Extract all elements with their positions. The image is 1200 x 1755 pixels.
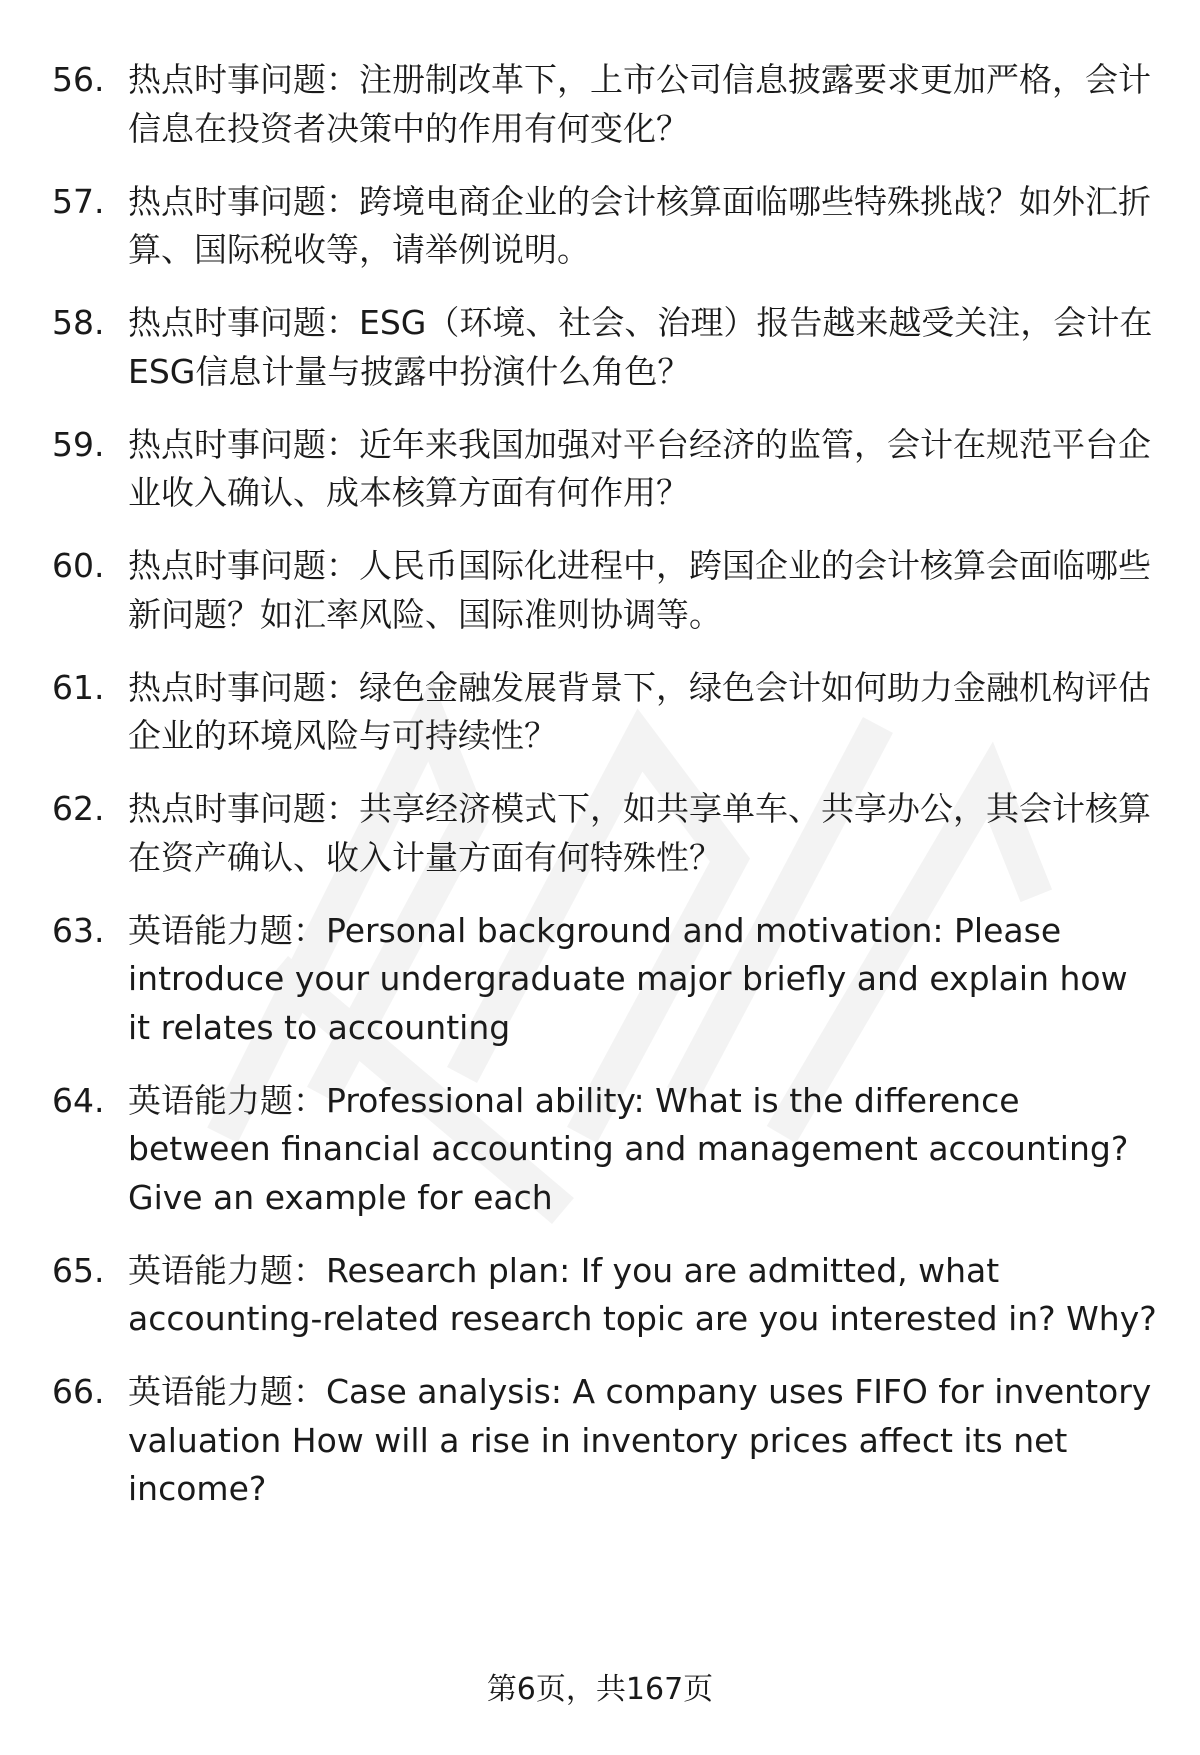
- question-item: [52, 907, 1160, 1053]
- question-number: 64.: [52, 1080, 105, 1120]
- question-item: [52, 299, 1160, 396]
- question-text: 热点时事问题：ESG（环境、社会、治理）报告越来越受关注，会计在ESG信息计量与披露中扮演什么角色？: [128, 303, 1153, 391]
- question-text: 英语能力题：Research plan: If you are admitted, what accounting-related research topic are you interested in? Why?: [128, 1250, 1157, 1338]
- question-text: 热点时事问题：共享经济模式下，如共享单车、共享办公，其会计核算在资产确认、收入计量方面有何特殊性？: [128, 789, 1151, 877]
- question-text: 热点时事问题：近年来我国加强对平台经济的监管，会计在规范平台企业收入确认、成本核算方面有何作用？: [128, 424, 1151, 512]
- question-number: 57.: [52, 181, 105, 221]
- question-item: [52, 178, 1160, 275]
- question-list: [52, 56, 1160, 1538]
- question-number: 63.: [52, 910, 105, 950]
- question-text: 热点时事问题：绿色金融发展背景下，绿色会计如何助力金融机构评估企业的环境风险与可持续性？: [128, 667, 1151, 755]
- question-text: 热点时事问题：人民币国际化进程中，跨国企业的会计核算会面临哪些新问题？如汇率风险、国际准则协调等。: [128, 546, 1151, 634]
- question-number: 58.: [52, 303, 105, 342]
- question-text: 英语能力题：Professional ability: What is the difference between financial accounting and management accounting? Give an example for each: [128, 1080, 1129, 1217]
- question-item: [52, 56, 1160, 153]
- question-text: 热点时事问题：注册制改革下，上市公司信息披露要求更加严格，会计信息在投资者决策中的作用有何变化？: [128, 60, 1151, 148]
- question-item: [52, 421, 1160, 518]
- question-number: 60.: [52, 546, 105, 585]
- question-number: 56.: [52, 60, 105, 99]
- question-text: 热点时事问题：跨境电商企业的会计核算面临哪些特殊挑战？如外汇折算、国际税收等，请举例说明。: [128, 181, 1151, 269]
- question-item: [52, 664, 1160, 761]
- question-number: 61.: [52, 667, 105, 707]
- question-item: [52, 1368, 1160, 1514]
- question-number: 59.: [52, 424, 105, 464]
- question-item: [52, 785, 1160, 882]
- question-item: [52, 1247, 1160, 1344]
- page-number-footer: 第6页，共167页: [486, 1672, 714, 1707]
- question-item: [52, 542, 1160, 639]
- question-item: [52, 1077, 1160, 1223]
- question-number: 66.: [52, 1372, 105, 1411]
- question-number: 62.: [52, 789, 105, 828]
- question-number: 65.: [52, 1250, 105, 1290]
- question-text: 英语能力题：Personal background and motivation: Please introduce your undergraduate major briefly and explain how it relates to accounting: [128, 910, 1128, 1047]
- question-text: 英语能力题：Case analysis: A company uses FIFO for inventory valuation How will a rise in inventory prices affect its net income?: [128, 1372, 1152, 1508]
